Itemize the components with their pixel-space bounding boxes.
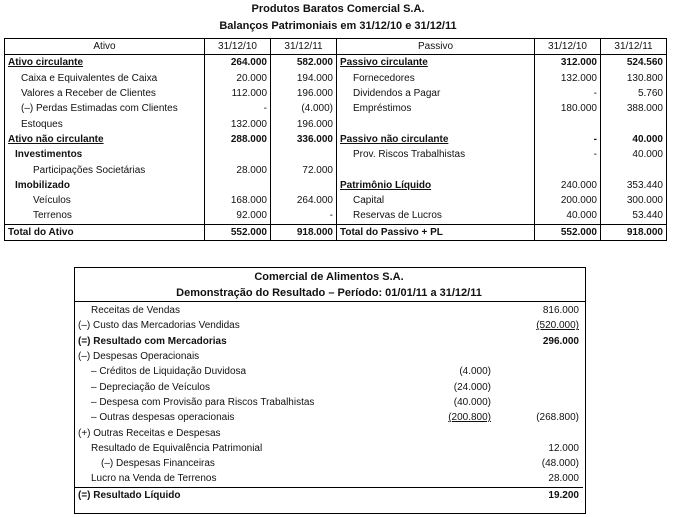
table-row bbox=[5, 132, 667, 147]
income-label: – Depreciação de Veículos bbox=[91, 381, 210, 393]
income-value-detail bbox=[431, 456, 495, 471]
total-liab-y1: 552.000 bbox=[535, 224, 601, 240]
liab-value-y2: 353.440 bbox=[601, 178, 667, 193]
table-row bbox=[5, 101, 667, 116]
income-value bbox=[495, 425, 583, 440]
liab-value-y2: 300.000 bbox=[601, 193, 667, 208]
table-row bbox=[75, 425, 583, 440]
income-label: – Despesa com Provisão para Riscos Trabalhistas bbox=[91, 396, 315, 408]
income-value: (520.000) bbox=[536, 320, 579, 332]
liab-label: Prov. Riscos Trabalhistas bbox=[337, 147, 535, 162]
liab-value-y1: 240.000 bbox=[535, 178, 601, 193]
income-label: Lucro na Venda de Terrenos bbox=[91, 473, 217, 485]
liab-value-y2: 53.440 bbox=[601, 208, 667, 224]
income-value: (268.800) bbox=[536, 412, 579, 424]
balance-subtitle: Balanços Patrimoniais em 31/12/10 e 31/12/11 bbox=[219, 20, 457, 32]
income-value: 296.000 bbox=[542, 335, 579, 347]
liab-label: Fornecedores bbox=[337, 71, 535, 86]
total-asset-label: Total do Ativo bbox=[5, 224, 205, 240]
income-label: (–) Despesas Financeiras bbox=[101, 458, 215, 470]
liab-value-y1: 180.000 bbox=[535, 101, 601, 116]
table-row bbox=[75, 441, 583, 456]
income-value-detail bbox=[431, 349, 495, 364]
asset-value-y1: 288.000 bbox=[205, 132, 271, 147]
total-asset-y2: 918.000 bbox=[271, 224, 337, 240]
asset-value-y2: 196.000 bbox=[271, 86, 337, 101]
liab-value-y1 bbox=[535, 116, 601, 131]
income-label: (=) Resultado com Mercadorias bbox=[78, 335, 227, 347]
income-subtitle: Demonstração do Resultado – Período: 01/01/11 a 31/12/11 bbox=[176, 287, 482, 299]
asset-value-y2: 336.000 bbox=[271, 132, 337, 147]
table-row bbox=[75, 410, 583, 425]
income-value bbox=[495, 379, 583, 394]
table-row bbox=[5, 86, 667, 101]
income-value-detail: (200.800) bbox=[448, 412, 491, 424]
income-value-detail: (40.000) bbox=[453, 396, 491, 408]
table-row bbox=[5, 208, 667, 224]
table-row bbox=[5, 147, 667, 162]
net-income-label: (=) Resultado Líquido bbox=[75, 487, 431, 503]
asset-value-y1: 20.000 bbox=[205, 71, 271, 86]
net-income-row bbox=[75, 487, 583, 503]
table-row bbox=[5, 116, 667, 131]
income-label: – Outras despesas operacionais bbox=[91, 412, 235, 424]
income-value bbox=[495, 395, 583, 410]
income-label: Resultado de Equivalência Patrimonial bbox=[91, 442, 263, 454]
asset-header: Ativo bbox=[5, 39, 205, 55]
income-value: 28.000 bbox=[548, 473, 579, 485]
asset-label: Imobilizado bbox=[5, 178, 205, 193]
income-label: (–) Despesas Operacionais bbox=[78, 351, 200, 363]
asset-value-y1: 92.000 bbox=[205, 208, 271, 224]
balance-header-row bbox=[5, 39, 667, 55]
liab-value-y1: - bbox=[535, 132, 601, 147]
asset-value-y1: 264.000 bbox=[205, 55, 271, 71]
asset-value-y2: 72.000 bbox=[271, 162, 337, 177]
table-row bbox=[5, 55, 667, 71]
table-row bbox=[75, 318, 583, 333]
asset-value-y2: 196.000 bbox=[271, 116, 337, 131]
income-value-detail: (4.000) bbox=[459, 366, 491, 378]
income-value: (48.000) bbox=[541, 458, 579, 470]
asset-value-y1: 168.000 bbox=[205, 193, 271, 208]
asset-value-y2: - bbox=[271, 208, 337, 224]
liab-value-y2: 130.800 bbox=[601, 71, 667, 86]
asset-value-y2: 264.000 bbox=[271, 193, 337, 208]
liab-value-y2: 5.760 bbox=[601, 86, 667, 101]
income-value-detail bbox=[431, 425, 495, 440]
income-value-detail: (24.000) bbox=[453, 381, 491, 393]
liab-value-y1: 40.000 bbox=[535, 208, 601, 224]
liab-label bbox=[337, 116, 535, 131]
liab-label: Empréstimos bbox=[337, 101, 535, 116]
income-header-divider bbox=[75, 301, 585, 302]
asset-label: (–) Perdas Estimadas com Clientes bbox=[5, 101, 205, 116]
total-liab-y2: 918.000 bbox=[601, 224, 667, 240]
asset-value-y2 bbox=[271, 178, 337, 193]
asset-label: Estoques bbox=[5, 116, 205, 131]
total-row bbox=[5, 224, 667, 240]
asset-value-y2: (4.000) bbox=[271, 101, 337, 116]
balance-sheet-table bbox=[4, 38, 667, 241]
liab-value-y2: 40.000 bbox=[601, 147, 667, 162]
liab-label: Patrimônio Líquido bbox=[337, 178, 535, 193]
asset-value-y1: 132.000 bbox=[205, 116, 271, 131]
liab-value-y1: - bbox=[535, 86, 601, 101]
asset-label: Caixa e Equivalentes de Caixa bbox=[5, 71, 205, 86]
asset-label: Veículos bbox=[5, 193, 205, 208]
income-value bbox=[495, 364, 583, 379]
balance-company-title: Produtos Baratos Comercial S.A. bbox=[251, 3, 425, 15]
total-asset-y1: 552.000 bbox=[205, 224, 271, 240]
liab-value-y1: 200.000 bbox=[535, 193, 601, 208]
asset-y2-header: 31/12/11 bbox=[271, 39, 337, 55]
liab-value-y1: 132.000 bbox=[535, 71, 601, 86]
liab-value-y2 bbox=[601, 116, 667, 131]
liab-value-y1: - bbox=[535, 147, 601, 162]
liab-y1-header: 31/12/10 bbox=[535, 39, 601, 55]
income-value bbox=[495, 349, 583, 364]
income-label: (–) Custo das Mercadorias Vendidas bbox=[78, 320, 240, 332]
asset-value-y2: 582.000 bbox=[271, 55, 337, 71]
income-value: 12.000 bbox=[548, 442, 579, 454]
table-row bbox=[75, 456, 583, 471]
asset-value-y2: 194.000 bbox=[271, 71, 337, 86]
net-income-value: 19.200 bbox=[495, 487, 583, 503]
liab-value-y2: 40.000 bbox=[601, 132, 667, 147]
asset-label: Ativo circulante bbox=[5, 55, 205, 71]
liab-label: Capital bbox=[337, 193, 535, 208]
income-label: Receitas de Vendas bbox=[91, 305, 180, 317]
liab-label: Reservas de Lucros bbox=[337, 208, 535, 224]
asset-label: Ativo não circulante bbox=[5, 132, 205, 147]
income-value-detail bbox=[431, 334, 495, 349]
asset-label: Valores a Receber de Clientes bbox=[5, 86, 205, 101]
net-income-spacer bbox=[431, 487, 495, 503]
table-row bbox=[5, 162, 667, 177]
income-value: 816.000 bbox=[542, 305, 579, 317]
liab-value-y1: 312.000 bbox=[535, 55, 601, 71]
table-row bbox=[75, 364, 583, 379]
income-label: – Créditos de Liquidação Duvidosa bbox=[91, 366, 247, 378]
table-row bbox=[75, 471, 583, 487]
liab-value-y2: 388.000 bbox=[601, 101, 667, 116]
asset-value-y1 bbox=[205, 178, 271, 193]
asset-label: Participações Societárias bbox=[5, 162, 205, 177]
asset-value-y1: 112.000 bbox=[205, 86, 271, 101]
asset-y1-header: 31/12/10 bbox=[205, 39, 271, 55]
income-label: (+) Outras Receitas e Despesas bbox=[78, 427, 221, 439]
liab-label: Dividendos a Pagar bbox=[337, 86, 535, 101]
liab-y2-header: 31/12/11 bbox=[601, 39, 667, 55]
liab-label bbox=[337, 162, 535, 177]
table-row bbox=[75, 349, 583, 364]
liab-value-y2 bbox=[601, 162, 667, 177]
income-company-title: Comercial de Alimentos S.A. bbox=[254, 271, 404, 283]
table-row bbox=[5, 178, 667, 193]
income-value-detail bbox=[431, 441, 495, 456]
table-row bbox=[5, 71, 667, 86]
liab-label: Passivo não circulante bbox=[337, 132, 535, 147]
asset-value-y1: 28.000 bbox=[205, 162, 271, 177]
asset-label: Investimentos bbox=[5, 147, 205, 162]
asset-value-y2 bbox=[271, 147, 337, 162]
income-statement-table bbox=[75, 303, 583, 503]
income-value-detail bbox=[431, 318, 495, 333]
table-row bbox=[5, 193, 667, 208]
liab-label: Passivo circulante bbox=[337, 55, 535, 71]
liab-value-y1 bbox=[535, 162, 601, 177]
table-row bbox=[75, 379, 583, 394]
asset-label: Terrenos bbox=[5, 208, 205, 224]
table-row bbox=[75, 303, 583, 318]
income-value-detail bbox=[431, 471, 495, 487]
liab-value-y2: 524.560 bbox=[601, 55, 667, 71]
table-row bbox=[75, 395, 583, 410]
table-row bbox=[75, 334, 583, 349]
asset-value-y1 bbox=[205, 147, 271, 162]
asset-value-y1: - bbox=[205, 101, 271, 116]
total-liab-label: Total do Passivo + PL bbox=[337, 224, 535, 240]
income-value-detail bbox=[431, 303, 495, 318]
liab-header: Passivo bbox=[337, 39, 535, 55]
